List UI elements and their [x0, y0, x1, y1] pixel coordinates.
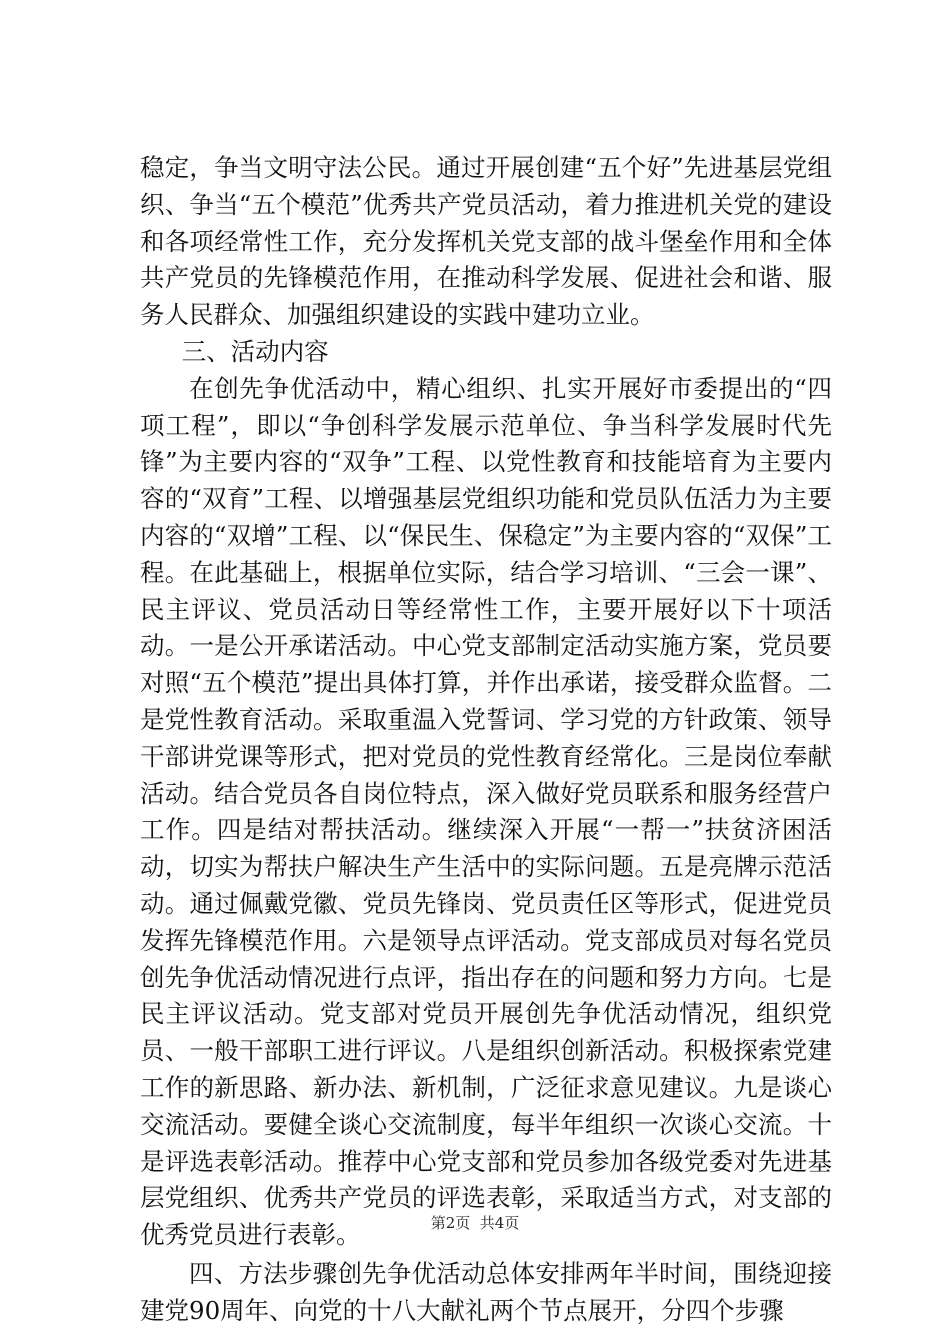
document-body [140, 150, 832, 1330]
paragraph-continuation: 稳定，争当文明守法公民。通过开展创建“五个好”先进基层党组织、争当“五个模范”优秀共产党员活动，着力推进机关党的建设和各项经常性工作，充分发挥机关党支部的战斗堡垒作用和全体共产党员的先锋模范作用，在推动科学发展、促进社会和谐、服务人民群众、加强组织建设的实践中建功立业。 [140, 153, 832, 330]
paragraph-activities: 在创先争优活动中，精心组织、扎实开展好市委提出的“四项工程”，即以“争创科学发展示范单位、争当科学发展时代先锋”为主要内容的“双争”工程、以党性教育和技能培育为主要内容的“双育”工程、以增强基层党组织功能和党员队伍活力为主要内容的“双增”工程、以“保民生、保稳定”为主要内容的“双保”工程。在此基础上，根据单位实际，结合学习培训、“三会一课”、民主评议、党员活动日等经常性工作，主要开展好以下十项活动。一是公开承诺活动。中心党支部制定活动实施方案，党员要对照“五个模范”提出具体打算，并作出承诺，接受群众监督。二是党性教育活动。采取重温入党誓词、学习党的方针政策、领导干部讲党课等形式，把对党员的党性教育经常化。三是岗位奉献活动。结合党员各自岗位特点，深入做好党员联系和服务经营户工作。四是结对帮扶活动。继续深入开展“一帮一”扶贫济困活动，切实为帮扶户解决生产生活中的实际问题。五是亮牌示范活动。通过佩戴党徽、党员先锋岗、党员责任区等形式，促进党员发挥先锋模范作用。六是领导点评活动。党支部成员对每名党员创先争优活动情况进行点评，指出存在的问题和努力方向。七是民主评议活动。党支部对党员开展创先争优活动情况，组织党员、一般干部职工进行评议。八是组织创新活动。积极探索党建工作的新思路、新办法、新机制，广泛征求意见建议。九是谈心交流活动。要健全谈心交流制度，每半年组织一次谈心交流。十是评选表彰活动。推荐中心党支部和党员参加各级党委对先进基层党组织、优秀共产党员的评选表彰，采取适当方式，对支部的优秀党员进行表彰。 [140, 373, 832, 1250]
section-heading-activity-content: 三、活动内容 [181, 336, 329, 366]
page-number-label: 第2页 共4页 [430, 1214, 520, 1232]
page-footer [0, 1213, 950, 1233]
paragraph-method-steps: 四、方法步骤创先争优活动总体安排两年半时间，围绕迎接建党90周年、向党的十八大献礼两个节点展开，分四个步骤 [140, 1258, 832, 1325]
